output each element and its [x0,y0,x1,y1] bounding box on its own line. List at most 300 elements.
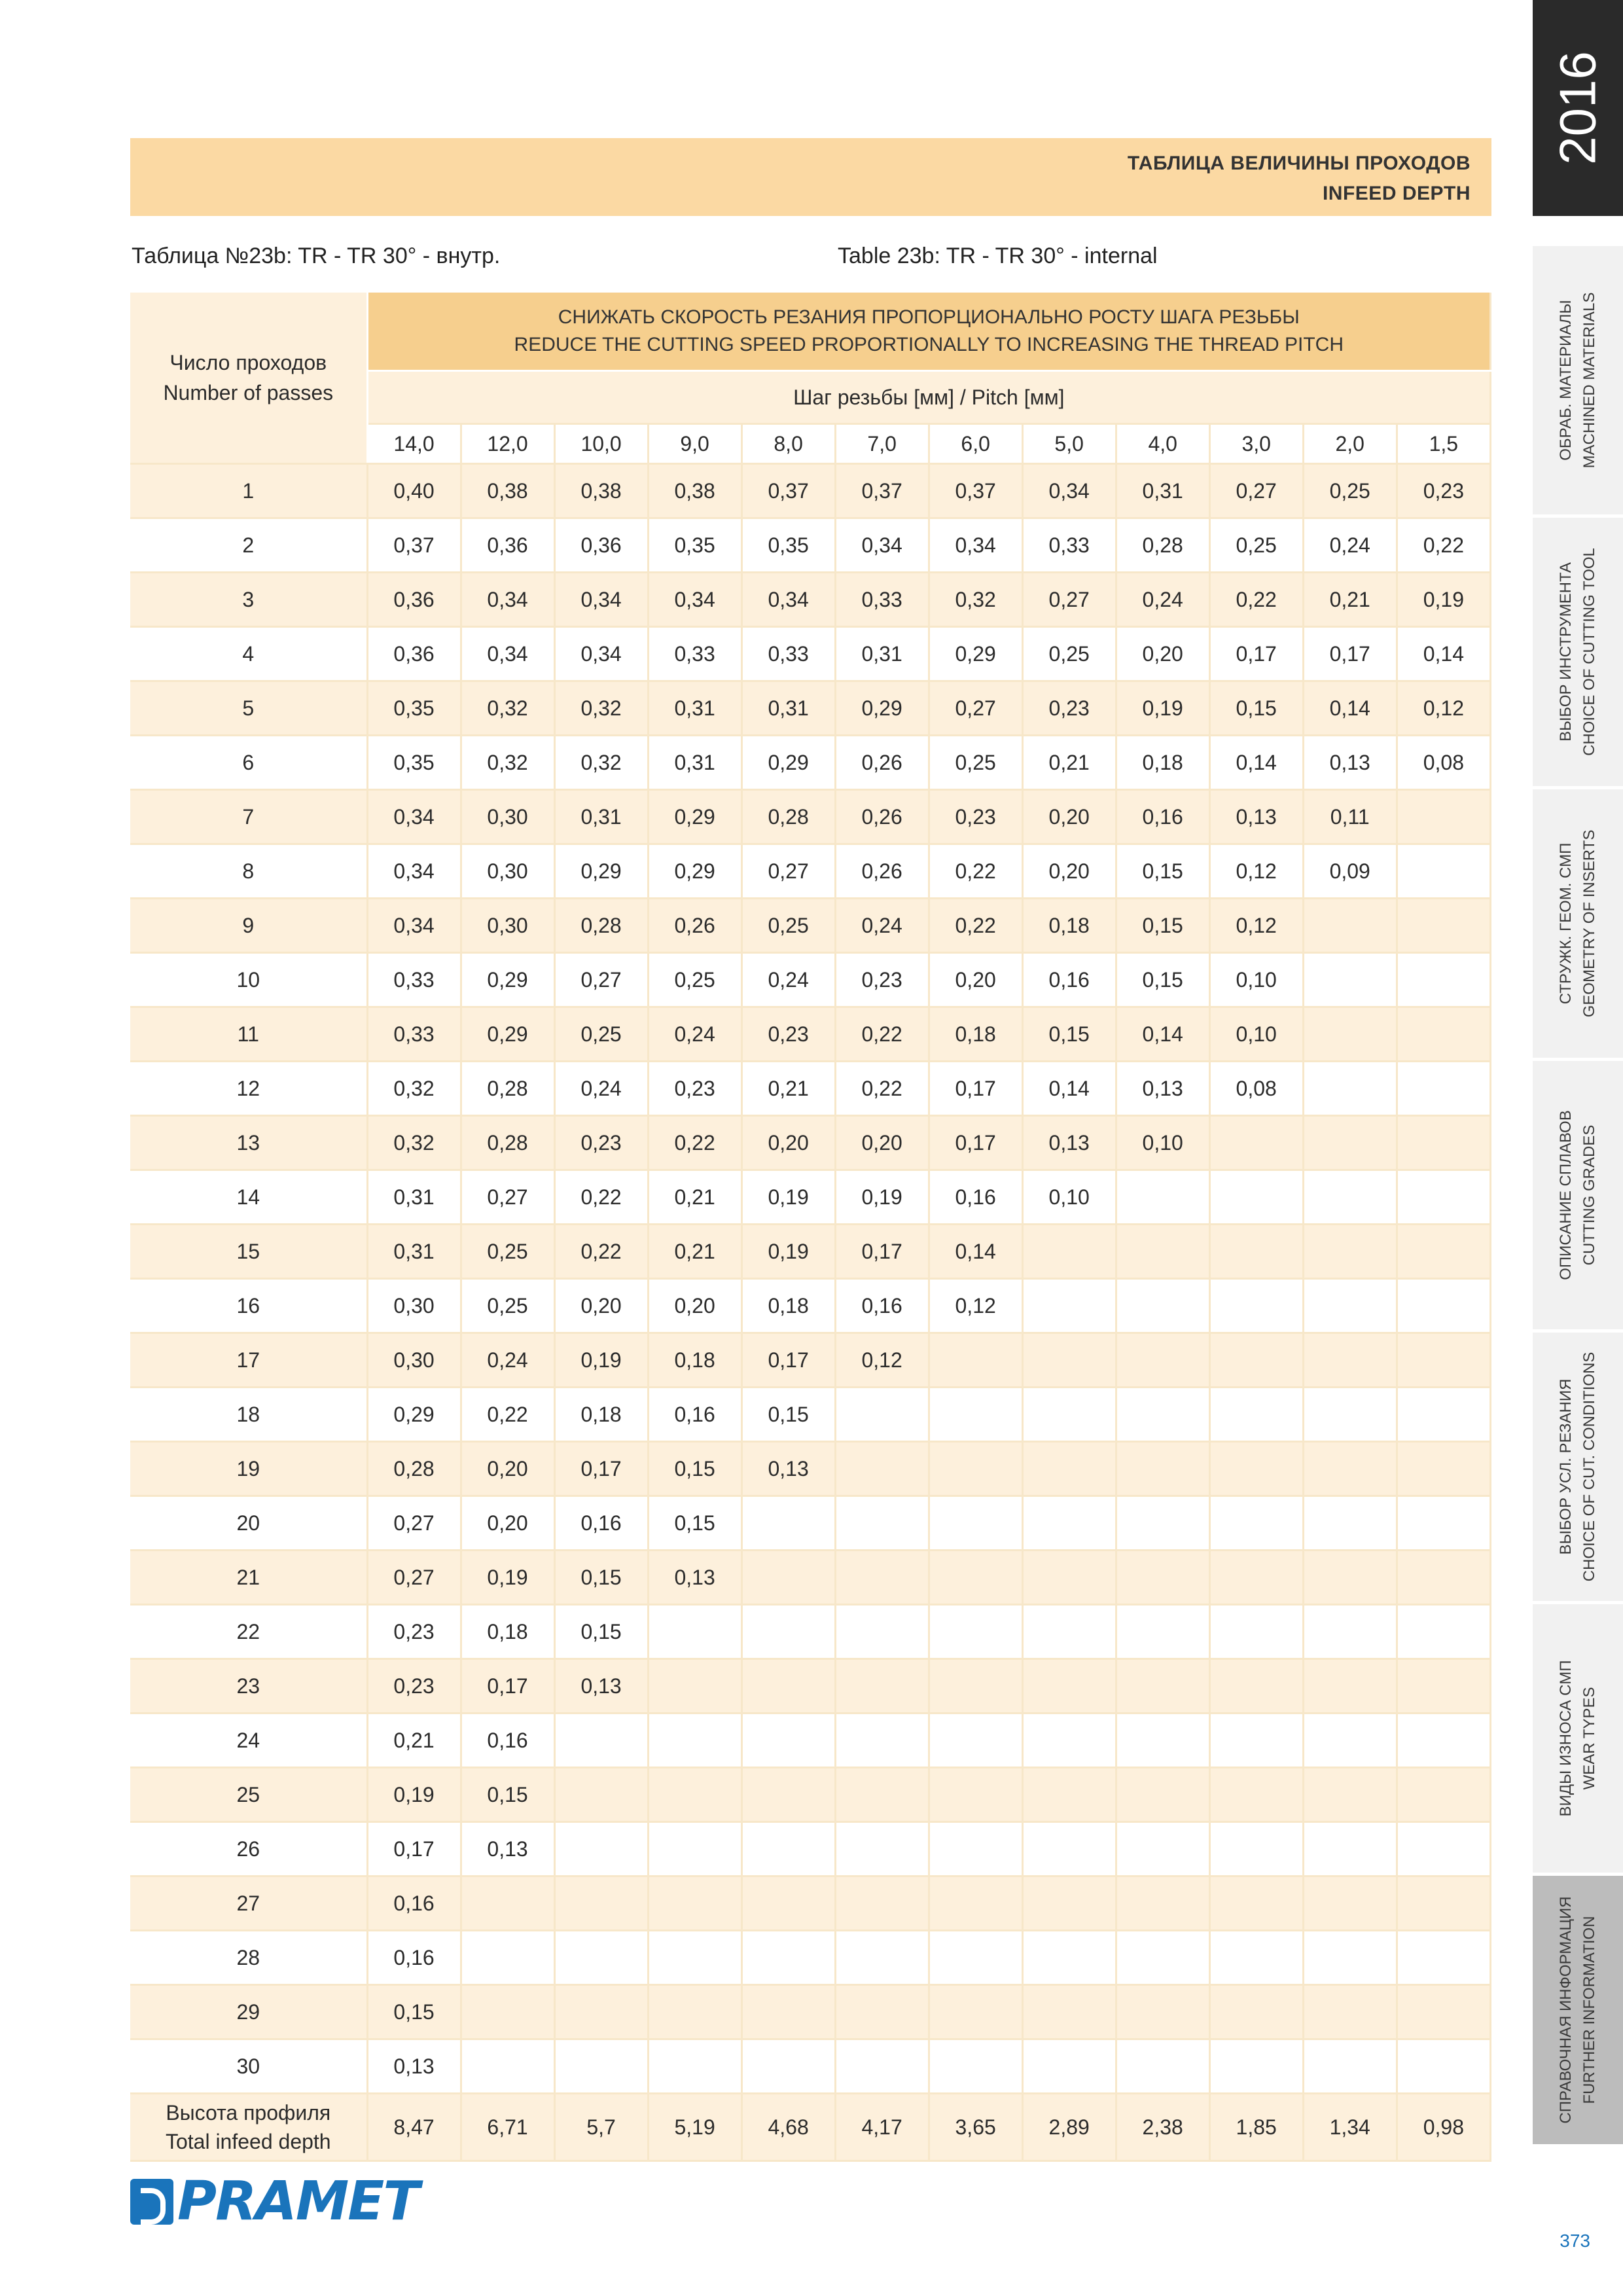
infeed-value-cell: 0,22 [835,1007,929,1062]
infeed-value-cell: 0,12 [1209,844,1303,899]
pitch-header-cell: 7,0 [835,424,929,464]
nav-tab[interactable] [1533,1604,1623,1873]
infeed-value-cell [1209,1876,1303,1931]
infeed-value-cell: 0,34 [367,844,461,899]
infeed-value-cell: 0,31 [741,681,835,736]
infeed-value-cell [1209,1442,1303,1496]
infeed-value-cell [1209,1225,1303,1279]
pass-number-cell: 19 [130,1442,367,1496]
infeed-value-cell [461,2039,554,2094]
infeed-value-cell: 0,26 [835,790,929,844]
nav-tab[interactable] [1533,518,1623,786]
infeed-value-cell [835,1822,929,1876]
infeed-value-cell: 0,10 [1209,953,1303,1007]
infeed-value-cell [1397,1822,1490,1876]
infeed-value-cell [1116,1225,1209,1279]
infeed-value-cell: 0,32 [367,1116,461,1170]
pitch-header-cell: 14,0 [367,424,461,464]
infeed-value-cell [1116,1496,1209,1551]
infeed-value-cell: 0,12 [1397,681,1490,736]
infeed-value-cell: 0,18 [1022,899,1116,953]
infeed-value-cell [1397,1931,1490,1985]
infeed-value-cell: 0,15 [554,1605,648,1659]
infeed-value-cell [1303,1442,1397,1496]
infeed-value-cell [1022,1279,1116,1333]
infeed-value-cell [1303,1551,1397,1605]
infeed-value-cell: 0,20 [461,1496,554,1551]
infeed-value-cell [1116,1605,1209,1659]
infeed-value-cell: 0,24 [1303,518,1397,573]
infeed-value-cell [929,1333,1022,1388]
infeed-value-cell: 0,21 [1303,573,1397,627]
infeed-value-cell: 0,24 [461,1333,554,1388]
infeed-value-cell: 0,27 [741,844,835,899]
table-row [130,1062,1491,1116]
passes-label-en: Number of passes [163,381,334,404]
infeed-value-cell: 0,14 [1397,627,1490,681]
pitch-header-cell: 1,5 [1397,424,1490,464]
infeed-value-cell [1303,899,1397,953]
infeed-value-cell: 0,26 [648,899,741,953]
infeed-value-cell: 0,13 [1116,1062,1209,1116]
infeed-value-cell [1303,1496,1397,1551]
infeed-value-cell: 0,15 [1209,681,1303,736]
infeed-value-cell [1116,1931,1209,1985]
header-band [130,138,1491,216]
infeed-value-cell [1397,1442,1490,1496]
infeed-value-cell [1116,2039,1209,2094]
infeed-value-cell [741,1822,835,1876]
infeed-value-cell: 0,29 [367,1388,461,1442]
infeed-value-cell [835,1931,929,1985]
infeed-value-cell: 0,16 [367,1931,461,1985]
nav-tab-label-en: CHOICE OF CUT. CONDITIONS [1580,1352,1598,1582]
infeed-value-cell: 0,31 [367,1225,461,1279]
infeed-value-cell [835,1876,929,1931]
nav-tab-label [1554,796,1601,1051]
infeed-value-cell: 0,32 [461,681,554,736]
table-row [130,899,1491,953]
infeed-value-cell [1209,1713,1303,1768]
infeed-value-cell: 0,36 [367,627,461,681]
infeed-value-cell: 0,29 [929,627,1022,681]
banner-text-en: REDUCE THE CUTTING SPEED PROPORTIONALLY TO INCREASING THE THREAD PITCH [514,334,1344,355]
infeed-value-cell [1303,1116,1397,1170]
infeed-value-cell: 0,11 [1303,790,1397,844]
infeed-value-cell: 0,32 [929,573,1022,627]
pass-number-cell: 14 [130,1170,367,1225]
infeed-value-cell: 0,17 [929,1062,1022,1116]
infeed-value-cell: 0,16 [461,1713,554,1768]
infeed-value-cell [648,1931,741,1985]
infeed-value-cell: 0,30 [461,844,554,899]
nav-tab[interactable] [1533,1061,1623,1329]
infeed-value-cell: 0,32 [461,736,554,790]
infeed-value-cell: 0,13 [741,1442,835,1496]
infeed-value-cell: 0,21 [367,1713,461,1768]
table-row [130,1333,1491,1388]
pramet-logo-mark [130,2179,173,2225]
infeed-value-cell: 0,16 [1116,790,1209,844]
infeed-value-cell [1116,1659,1209,1713]
infeed-value-cell [929,1931,1022,1985]
infeed-value-cell: 0,22 [1209,573,1303,627]
infeed-value-cell [554,1822,648,1876]
infeed-value-cell: 0,14 [1303,681,1397,736]
table-row [130,1279,1491,1333]
infeed-value-cell [648,1713,741,1768]
infeed-value-cell [648,1876,741,1931]
infeed-value-cell [1303,1659,1397,1713]
infeed-value-cell [1209,2039,1303,2094]
infeed-value-cell [1209,1605,1303,1659]
nav-tab[interactable] [1533,246,1623,514]
nav-tab-label-en: WEAR TYPES [1580,1687,1598,1790]
header-title-en: INFEED DEPTH [1322,183,1471,204]
nav-tab-label [1554,1882,1601,2138]
infeed-value-cell: 0,25 [648,953,741,1007]
nav-tab-label-en: FURTHER INFORMATION [1580,1916,1598,2104]
infeed-value-cell: 0,15 [554,1551,648,1605]
infeed-value-cell: 0,20 [648,1279,741,1333]
infeed-value-cell: 0,23 [741,1007,835,1062]
pass-number-cell: 4 [130,627,367,681]
infeed-value-cell: 0,28 [554,899,648,953]
infeed-value-cell [1397,790,1490,844]
infeed-value-cell: 0,27 [1209,464,1303,518]
infeed-value-cell: 0,26 [835,736,929,790]
infeed-value-cell: 0,29 [741,736,835,790]
infeed-value-cell: 0,16 [648,1388,741,1442]
table-row [130,1876,1491,1931]
infeed-value-cell [1397,1985,1490,2039]
infeed-value-cell [835,1985,929,2039]
infeed-value-cell [1397,844,1490,899]
nav-tab[interactable] [1533,789,1623,1058]
pass-number-cell: 5 [130,681,367,736]
infeed-value-cell: 0,22 [929,844,1022,899]
infeed-value-cell: 0,25 [554,1007,648,1062]
infeed-value-cell: 0,17 [1303,627,1397,681]
infeed-value-cell: 0,34 [554,573,648,627]
table-row [130,681,1491,736]
infeed-value-cell: 0,22 [835,1062,929,1116]
infeed-value-cell [1303,1768,1397,1822]
infeed-value-cell [1022,1985,1116,2039]
infeed-value-cell: 0,28 [461,1062,554,1116]
infeed-value-cell [835,1659,929,1713]
infeed-value-cell [554,1768,648,1822]
infeed-value-cell [1116,1713,1209,1768]
infeed-value-cell: 0,19 [835,1170,929,1225]
nav-tab-label-ru: ВЫБОР УСЛ. РЕЗАНИЯ [1557,1378,1575,1555]
infeed-value-cell [1022,1551,1116,1605]
table-row [130,1985,1491,2039]
infeed-value-cell [1397,1713,1490,1768]
infeed-value-cell [1303,1062,1397,1116]
infeed-value-cell: 0,27 [1022,573,1116,627]
pass-number-cell: 17 [130,1333,367,1388]
infeed-value-cell: 0,38 [554,464,648,518]
table-row [130,2039,1491,2094]
infeed-value-cell: 0,37 [741,464,835,518]
infeed-value-cell: 0,10 [1022,1170,1116,1225]
infeed-value-cell [1209,1388,1303,1442]
infeed-value-cell: 0,29 [461,953,554,1007]
total-depth-cell: 2,89 [1022,2094,1116,2161]
infeed-value-cell: 0,20 [1022,790,1116,844]
pitch-header-cell: 2,0 [1303,424,1397,464]
infeed-value-cell: 0,35 [741,518,835,573]
infeed-value-cell: 0,25 [1022,627,1116,681]
pramet-logo-text: PRAMET [177,2170,419,2233]
table-row [130,1659,1491,1713]
infeed-value-cell: 0,21 [741,1062,835,1116]
pass-number-cell: 6 [130,736,367,790]
table-row [130,736,1491,790]
pass-number-cell: 13 [130,1116,367,1170]
nav-tab[interactable] [1533,1876,1623,2144]
infeed-value-cell: 0,12 [929,1279,1022,1333]
infeed-value-cell: 0,28 [741,790,835,844]
infeed-value-cell: 0,16 [554,1496,648,1551]
infeed-value-cell: 0,16 [835,1279,929,1333]
infeed-value-cell [1303,1931,1397,1985]
infeed-value-cell: 0,25 [1303,464,1397,518]
pass-number-cell: 15 [130,1225,367,1279]
infeed-value-cell: 0,31 [835,627,929,681]
infeed-value-cell: 0,34 [367,790,461,844]
infeed-value-cell [1303,1605,1397,1659]
infeed-value-cell [1397,1225,1490,1279]
infeed-value-cell: 0,20 [929,953,1022,1007]
infeed-value-cell [1209,1985,1303,2039]
infeed-value-cell [929,1442,1022,1496]
total-depth-cell: 1,85 [1209,2094,1303,2161]
infeed-value-cell [1397,953,1490,1007]
infeed-value-cell [461,1876,554,1931]
infeed-value-cell [929,1876,1022,1931]
infeed-value-cell [1209,1659,1303,1713]
infeed-value-cell: 0,36 [461,518,554,573]
infeed-value-cell: 0,21 [1022,736,1116,790]
infeed-value-cell [835,1442,929,1496]
total-depth-cell: 0,98 [1397,2094,1490,2161]
infeed-value-cell [1116,1768,1209,1822]
pass-number-cell: 8 [130,844,367,899]
infeed-value-cell: 0,14 [1116,1007,1209,1062]
infeed-value-cell [1303,1225,1397,1279]
infeed-value-cell: 0,40 [367,464,461,518]
infeed-value-cell: 0,38 [648,464,741,518]
infeed-value-cell [1209,1768,1303,1822]
infeed-value-cell: 0,20 [741,1116,835,1170]
infeed-value-cell: 0,37 [835,464,929,518]
infeed-value-cell: 0,18 [461,1605,554,1659]
pass-number-cell: 30 [130,2039,367,2094]
table-caption-ru: Таблица №23b: TR - TR 30° - внутр. [132,243,501,268]
infeed-value-cell: 0,12 [835,1333,929,1388]
table-row [130,1605,1491,1659]
infeed-value-cell: 0,15 [1116,899,1209,953]
infeed-value-cell: 0,36 [554,518,648,573]
infeed-value-cell [741,2039,835,2094]
infeed-value-cell [835,1496,929,1551]
table-row [130,790,1491,844]
infeed-value-cell [1397,1062,1490,1116]
infeed-value-cell: 0,13 [1022,1116,1116,1170]
infeed-value-cell: 0,24 [835,899,929,953]
infeed-value-cell [929,1496,1022,1551]
infeed-value-cell [835,1388,929,1442]
infeed-value-cell [1116,1170,1209,1225]
pitch-header-cell: 4,0 [1116,424,1209,464]
infeed-value-cell [1397,1279,1490,1333]
infeed-value-cell: 0,15 [1116,844,1209,899]
infeed-value-cell [1022,1388,1116,1442]
passes-label-ru: Число проходов [169,351,327,374]
nav-tab-label [1554,1611,1601,1866]
infeed-depth-table [130,293,1491,2162]
infeed-value-cell [648,1985,741,2039]
infeed-value-cell: 0,27 [929,681,1022,736]
infeed-value-cell: 0,27 [554,953,648,1007]
infeed-value-cell: 0,23 [1397,464,1490,518]
infeed-value-cell: 0,13 [1209,790,1303,844]
nav-tab[interactable] [1533,1333,1623,1601]
nav-tab-label-en: CHOICE OF CUTTING TOOL [1580,548,1598,756]
infeed-value-cell [741,1876,835,1931]
infeed-value-cell: 0,34 [461,627,554,681]
infeed-value-cell: 0,34 [1022,464,1116,518]
infeed-value-cell: 0,22 [929,899,1022,953]
pitch-header-cell: 5,0 [1022,424,1116,464]
total-depth-cell: 4,68 [741,2094,835,2161]
infeed-value-cell: 0,29 [648,790,741,844]
infeed-value-cell: 0,15 [648,1442,741,1496]
header-title-ru: ТАБЛИЦА ВЕЛИЧИНЫ ПРОХОДОВ [1127,152,1471,174]
infeed-value-cell: 0,37 [367,518,461,573]
pass-number-cell: 24 [130,1713,367,1768]
infeed-value-cell [1209,1496,1303,1551]
table-row [130,1713,1491,1768]
passes-column-header [130,293,367,464]
pass-number-cell: 21 [130,1551,367,1605]
infeed-value-cell: 0,33 [367,1007,461,1062]
infeed-value-cell: 0,23 [648,1062,741,1116]
table-caption-en: Table 23b: TR - TR 30° - internal [838,243,1158,268]
total-depth-cell: 6,71 [461,2094,554,2161]
nav-tab-label-ru: ВИДЫ ИЗНОСА СМП [1557,1660,1575,1817]
infeed-value-cell: 0,31 [1116,464,1209,518]
infeed-value-cell: 0,32 [554,681,648,736]
infeed-value-cell: 0,18 [1116,736,1209,790]
infeed-value-cell: 0,17 [461,1659,554,1713]
infeed-value-cell [1397,1496,1490,1551]
infeed-value-cell [929,1768,1022,1822]
infeed-value-cell: 0,36 [367,573,461,627]
table-row [130,1768,1491,1822]
infeed-value-cell: 0,25 [929,736,1022,790]
nav-tab-label-ru: СПРАВОЧНАЯ ИНФОРМАЦИЯ [1557,1896,1575,2124]
pitch-header-cell: 6,0 [929,424,1022,464]
infeed-value-cell: 0,15 [741,1388,835,1442]
pitch-header-cell: 8,0 [741,424,835,464]
infeed-value-cell: 0,18 [554,1388,648,1442]
table-row [130,1225,1491,1279]
infeed-value-cell [929,1713,1022,1768]
infeed-value-cell [648,1822,741,1876]
pitch-label: Шаг резьбы [мм] / Pitch [мм] [367,371,1490,424]
infeed-value-cell: 0,16 [367,1876,461,1931]
infeed-value-cell: 0,30 [461,790,554,844]
infeed-value-cell: 0,20 [461,1442,554,1496]
pass-number-cell: 22 [130,1605,367,1659]
infeed-value-cell [1303,1279,1397,1333]
infeed-value-cell [929,1659,1022,1713]
infeed-value-cell [554,1931,648,1985]
table-row [130,573,1491,627]
infeed-value-cell: 0,34 [835,518,929,573]
infeed-value-cell: 0,26 [835,844,929,899]
infeed-value-cell: 0,29 [648,844,741,899]
infeed-value-cell [741,1985,835,2039]
infeed-value-cell [1022,1822,1116,1876]
infeed-value-cell [1209,1551,1303,1605]
infeed-value-cell: 0,17 [367,1822,461,1876]
infeed-value-cell: 0,27 [367,1496,461,1551]
table-row [130,1496,1491,1551]
table-row [130,1007,1491,1062]
infeed-value-cell: 0,17 [929,1116,1022,1170]
total-row [130,2094,1491,2161]
infeed-value-cell [1116,1388,1209,1442]
infeed-value-cell [554,1985,648,2039]
infeed-value-cell: 0,33 [367,953,461,1007]
infeed-value-cell [554,1876,648,1931]
pass-number-cell: 12 [130,1062,367,1116]
infeed-value-cell [1022,1225,1116,1279]
infeed-value-cell [835,1768,929,1822]
total-depth-cell: 5,19 [648,2094,741,2161]
infeed-value-cell: 0,30 [367,1333,461,1388]
table-row [130,1442,1491,1496]
infeed-value-cell: 0,19 [741,1225,835,1279]
infeed-value-cell [1303,1388,1397,1442]
nav-tab-label-ru: СТРУЖК. ГЕОМ. СМП [1557,842,1575,1005]
infeed-value-cell [1116,1279,1209,1333]
infeed-value-cell: 0,16 [929,1170,1022,1225]
infeed-value-cell: 0,28 [461,1116,554,1170]
infeed-value-cell: 0,22 [461,1388,554,1442]
infeed-value-cell: 0,34 [461,573,554,627]
infeed-value-cell: 0,19 [741,1170,835,1225]
table-row [130,1822,1491,1876]
pass-number-cell: 29 [130,1985,367,2039]
pass-number-cell: 3 [130,573,367,627]
banner-text-ru: СНИЖАТЬ СКОРОСТЬ РЕЗАНИЯ ПРОПОРЦИОНАЛЬНО РОСТУ ШАГА РЕЗЬБЫ [558,306,1300,328]
infeed-value-cell [1303,1985,1397,2039]
infeed-value-cell [741,1551,835,1605]
infeed-value-cell [648,1659,741,1713]
infeed-value-cell: 0,29 [461,1007,554,1062]
infeed-value-cell [1303,953,1397,1007]
infeed-value-cell [929,1605,1022,1659]
infeed-value-cell: 0,30 [367,1279,461,1333]
pass-number-cell: 11 [130,1007,367,1062]
infeed-value-cell [1022,1876,1116,1931]
infeed-value-cell: 0,14 [1209,736,1303,790]
